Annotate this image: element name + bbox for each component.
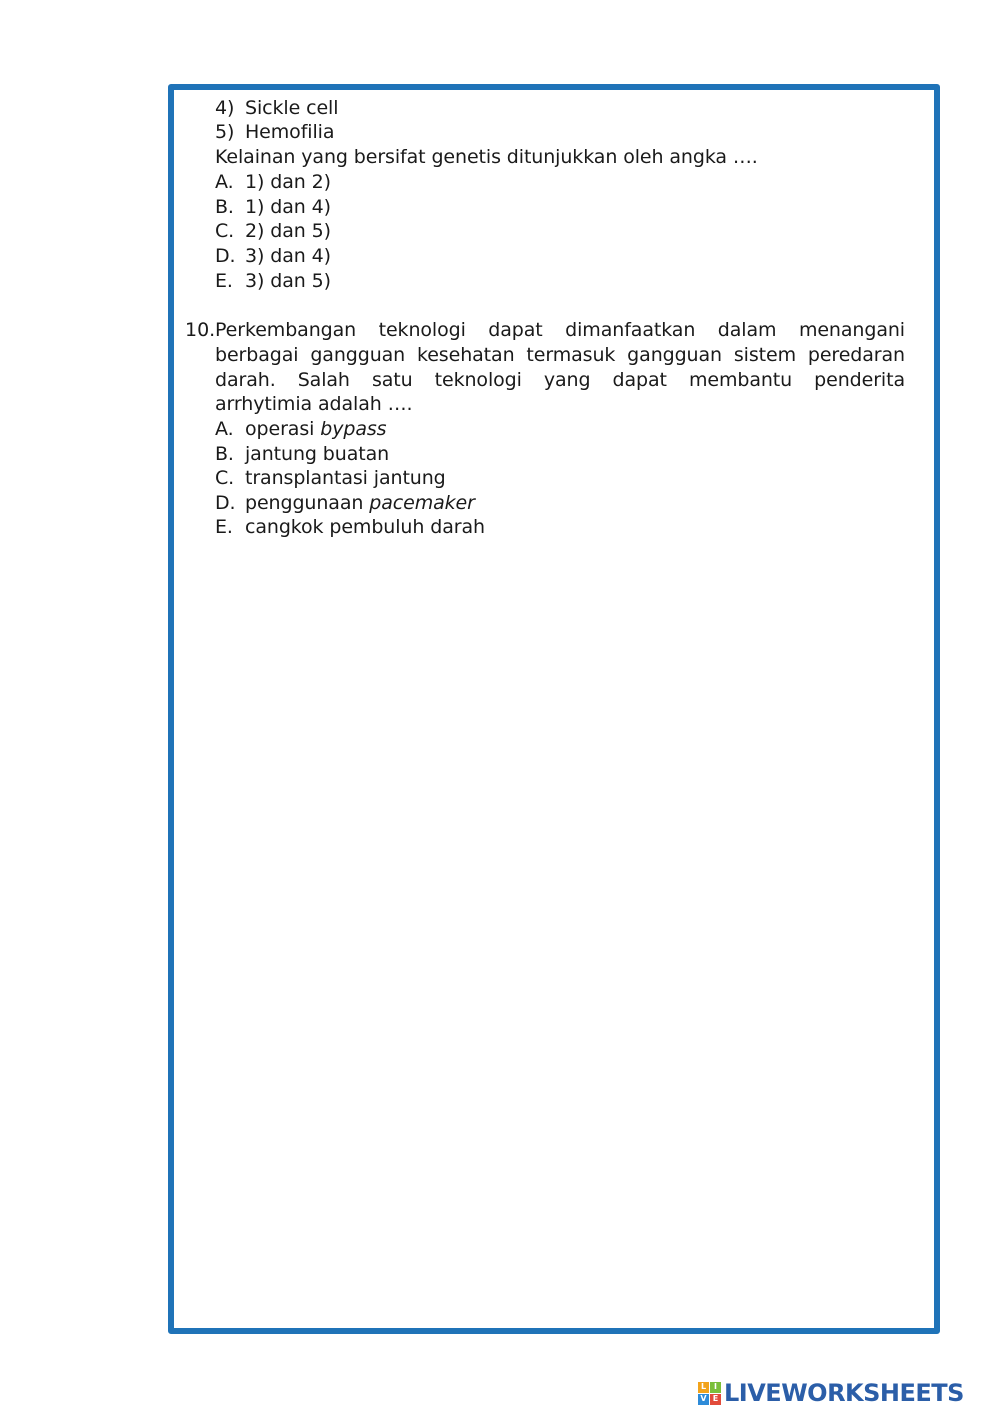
option-text: 1) dan 2)	[245, 171, 331, 193]
option-italic-term: bypass	[320, 418, 387, 440]
logo-tile: L	[698, 1382, 709, 1393]
question-number: 10.	[185, 319, 216, 341]
answer-option-b[interactable]	[215, 442, 389, 466]
logo-tiles-icon	[698, 1382, 721, 1405]
answer-option-c[interactable]	[215, 466, 446, 490]
liveworksheets-logo[interactable]	[698, 1378, 964, 1408]
answer-option-a[interactable]	[215, 417, 386, 441]
option-text: 2) dan 5)	[245, 220, 331, 242]
option-letter: A.	[215, 171, 234, 193]
option-italic-term: pacemaker	[369, 492, 475, 514]
option-letter: A.	[215, 418, 234, 440]
logo-tile: I	[710, 1382, 721, 1393]
item-number: 4)	[215, 97, 235, 119]
option-letter: C.	[215, 467, 235, 489]
option-text: 1) dan 4)	[245, 196, 331, 218]
answer-option-b[interactable]	[215, 195, 331, 219]
item-text: Hemofilia	[245, 121, 335, 143]
item-number: 5)	[215, 121, 235, 143]
answer-option-e[interactable]	[215, 269, 331, 293]
logo-tile: E	[710, 1394, 721, 1405]
list-item	[215, 96, 338, 120]
question-prompt: Kelainan yang bersifat genetis ditunjukkan oleh angka ….	[215, 146, 758, 168]
option-text: penggunaan	[245, 492, 370, 514]
option-text: jantung buatan	[245, 443, 390, 465]
option-text: cangkok pembuluh darah	[245, 516, 485, 538]
option-letter: E.	[215, 270, 233, 292]
question-text-line: Perkembangan teknologi dapat dimanfaatkan dalam menangani	[215, 319, 905, 341]
option-letter: C.	[215, 220, 235, 242]
option-letter: B.	[215, 443, 234, 465]
list-item	[215, 120, 334, 144]
answer-option-c[interactable]	[215, 219, 331, 243]
option-text: transplantasi jantung	[245, 467, 446, 489]
answer-option-d[interactable]	[215, 244, 331, 268]
question-text-line: arrhytimia adalah ….	[215, 393, 413, 415]
logo-text: LIVEWORKSHEETS	[724, 1379, 964, 1407]
logo-tile: V	[698, 1394, 709, 1405]
answer-option-a[interactable]	[215, 170, 331, 194]
question-text-line: berbagai gangguan kesehatan termasuk gangguan sistem peredaran	[215, 344, 905, 366]
option-text: 3) dan 4)	[245, 245, 331, 267]
option-text: 3) dan 5)	[245, 270, 331, 292]
option-letter: D.	[215, 245, 236, 267]
answer-option-d[interactable]	[215, 491, 475, 515]
option-letter: E.	[215, 516, 233, 538]
option-letter: D.	[215, 492, 236, 514]
option-text: operasi	[245, 418, 321, 440]
item-text: Sickle cell	[245, 97, 339, 119]
question-text-line: darah. Salah satu teknologi yang dapat membantu penderita	[215, 369, 905, 391]
option-letter: B.	[215, 196, 234, 218]
answer-option-e[interactable]	[215, 515, 485, 539]
